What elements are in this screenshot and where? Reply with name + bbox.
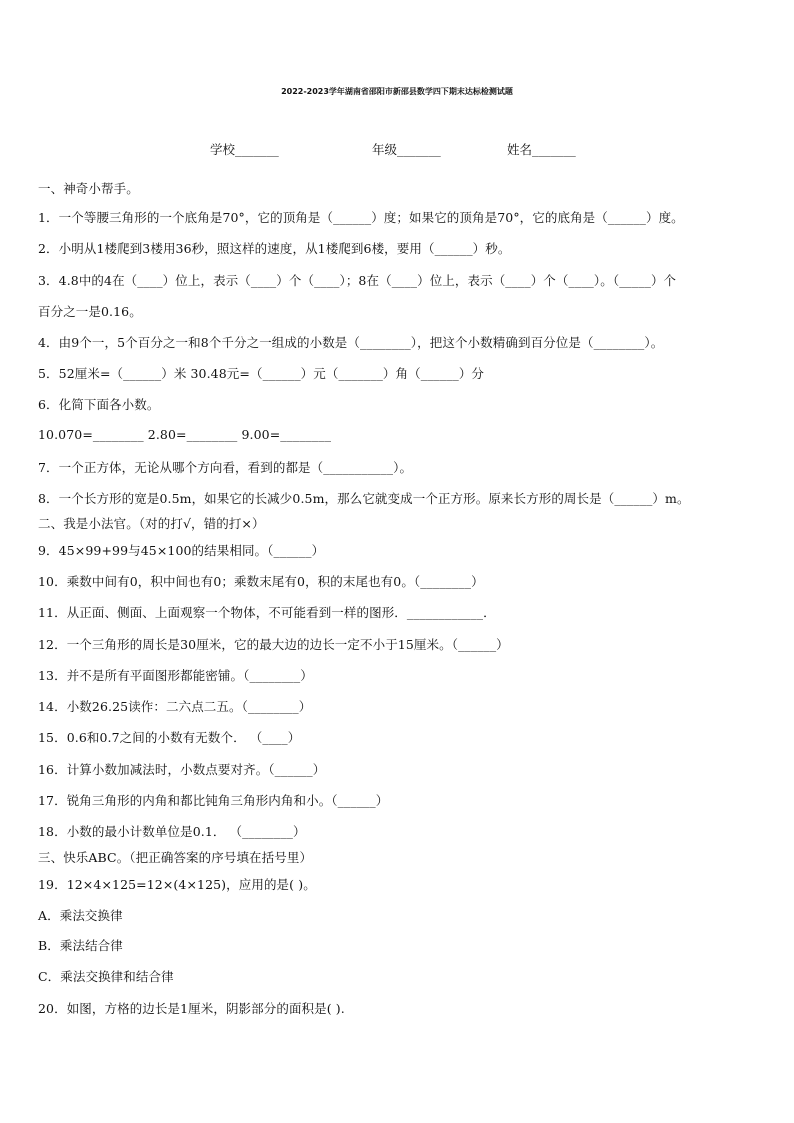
question-line: 10.070=________ 2.80=________ 9.00=________: [38, 427, 332, 442]
section-heading: 二、我是小法官。（对的打√，错的打×）: [38, 516, 265, 531]
question-line: 7．一个正方体，无论从哪个方向看，看到的都是（___________）。: [38, 460, 413, 475]
page-title: 2022-2023学年湖南省邵阳市新邵县数学四下期末达标检测试题: [281, 87, 513, 96]
question-line: 百分之一是0.16。: [38, 304, 142, 319]
question-line: 14．小数26.25读作：二六点二五。（________）: [38, 699, 312, 714]
question-line: 11．从正面、侧面、上面观察一个物体，不可能看到一样的图形．____________．: [38, 605, 496, 620]
school-field: 学校_______: [210, 142, 279, 157]
question-line: 9．45×99+99与45×100的结果相同。（______）: [38, 543, 325, 558]
question-line: 6．化简下面各小数。: [38, 397, 160, 412]
question-line: 16．计算小数加减法时，小数点要对齐。（______）: [38, 762, 326, 777]
question-line: 20．如图，方格的边长是1厘米，阴影部分的面积是( ).: [38, 1001, 345, 1016]
grade-field: 年级_______: [372, 142, 441, 157]
question-line: 8．一个长方形的宽是0.5m，如果它的长减少0.5m，那么它就变成一个正方形。原来长方形的周长是（______）m。: [38, 491, 690, 506]
question-line: 5．52厘米=（______）米 30.48元=（______）元（_______）角（______）分: [38, 366, 485, 381]
question-line: 18．小数的最小计数单位是0.1． （________）: [38, 824, 306, 839]
question-line: 2．小明从1楼爬到3楼用36秒，照这样的速度，从1楼爬到6楼，要用（______）秒。: [38, 241, 511, 256]
question-line: 3．4.8中的4在（____）位上，表示（____）个（____）；8在（____）位上，表示（____）个（____）。（_____）个: [38, 273, 677, 288]
name-field: 姓名_______: [507, 142, 576, 157]
answer-option-b: B．乘法结合律: [38, 938, 123, 953]
question-line: 17．锐角三角形的内角和都比钝角三角形内角和小。（______）: [38, 793, 389, 808]
question-line: 10．乘数中间有0，积中间也有0；乘数末尾有0，积的末尾也有0。（________）: [38, 574, 484, 589]
question-line: 15．0.6和0.7之间的小数有无数个． （____）: [38, 730, 301, 745]
section-heading: 三、快乐ABC。（把正确答案的序号填在括号里）: [38, 850, 313, 865]
question-line: 12．一个三角形的周长是30厘米，它的最大边的边长一定不小于15厘米。（______）: [38, 637, 509, 652]
question-line: 19．12×4×125=12×(4×125)，应用的是( )。: [38, 877, 316, 892]
section-heading: 一、神奇小帮手。: [38, 181, 139, 196]
answer-option-a: A．乘法交换律: [38, 908, 123, 923]
question-line: 1．一个等腰三角形的一个底角是70°，它的顶角是（______）度；如果它的顶角是70°，它的底角是（______）度。: [38, 210, 684, 225]
answer-option-c: C．乘法交换律和结合律: [38, 969, 174, 984]
question-line: 4．由9个一，5个百分之一和8个千分之一组成的小数是（________），把这个小数精确到百分位是（________）。: [38, 335, 664, 350]
question-line: 13．并不是所有平面图形都能密铺。（________）: [38, 668, 313, 683]
